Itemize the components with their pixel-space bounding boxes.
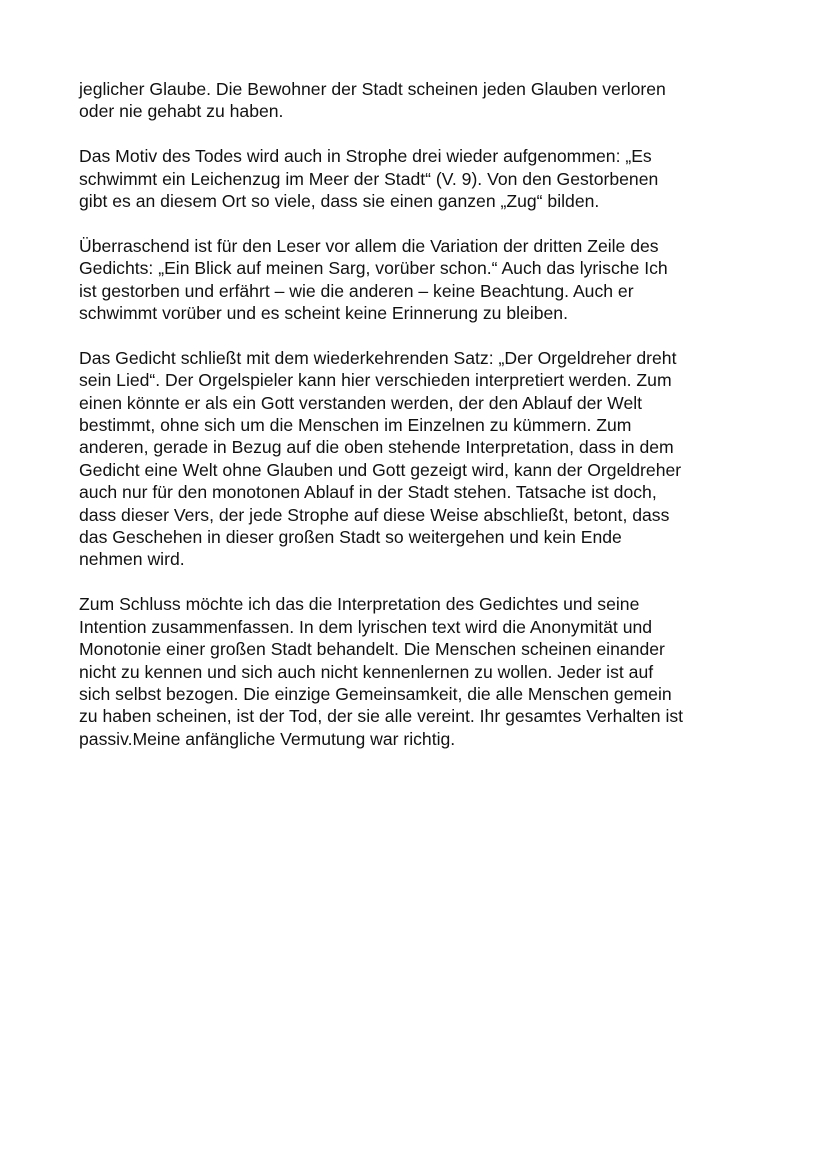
text-line: Monotonie einer großen Stadt behandelt. Die Menschen scheinen einander bbox=[79, 639, 665, 660]
text-line: Gedichts: „Ein Blick auf meinen Sarg, vorüber schon.“ Auch das lyrische Ich bbox=[79, 258, 668, 279]
text-line: Intention zusammenfassen. In dem lyrischen text wird die Anonymität und bbox=[79, 616, 653, 637]
text-line: schwimmt ein Leichenzug im Meer der Stadt“ (V. 9). Von den Gestorbenen bbox=[79, 168, 659, 189]
text-line: oder nie gehabt zu haben. bbox=[79, 101, 284, 122]
text-line: sich selbst bezogen. Die einzige Gemeinsamkeit, die alle Menschen gemein bbox=[79, 683, 672, 704]
text-line: sein Lied“. Der Orgelspieler kann hier verschieden interpretiert werden. Zum bbox=[79, 370, 672, 391]
text-line: ist gestorben und erfährt – wie die anderen – keine Beachtung. Auch er bbox=[79, 280, 634, 301]
text-line: dass dieser Vers, der jede Strophe auf diese Weise abschließt, betont, dass bbox=[79, 504, 670, 525]
text-line: anderen, gerade in Bezug auf die oben stehende Interpretation, dass in dem bbox=[79, 437, 674, 458]
text-line: nehmen wird. bbox=[79, 549, 185, 570]
text-line: gibt es an diesem Ort so viele, dass sie einen ganzen „Zug“ bilden. bbox=[79, 191, 600, 212]
paragraph-3 bbox=[79, 235, 759, 325]
document-body bbox=[79, 78, 759, 773]
paragraph-2 bbox=[79, 145, 759, 212]
text-line: jeglicher Glaube. Die Bewohner der Stadt scheinen jeden Glauben verloren bbox=[79, 79, 666, 99]
text-line: bestimmt, ohne sich um die Menschen im Einzelnen zu kümmern. Zum bbox=[79, 415, 632, 436]
text-line: auch nur für den monotonen Ablauf in der Stadt stehen. Tatsache ist doch, bbox=[79, 482, 657, 503]
paragraph-1 bbox=[79, 78, 759, 123]
paragraph-5 bbox=[79, 593, 759, 750]
text-line: passiv.Meine anfängliche Vermutung war richtig. bbox=[79, 728, 456, 749]
text-line: zu haben scheinen, ist der Tod, der sie alle vereint. Ihr gesamtes Verhalten ist bbox=[79, 706, 684, 727]
text-line: Das Motiv des Todes wird auch in Strophe drei wieder aufgenommen: „Es bbox=[79, 146, 652, 167]
text-line: Gedicht eine Welt ohne Glauben und Gott gezeigt wird, kann der Orgeldreher bbox=[79, 459, 682, 480]
paragraph-4 bbox=[79, 347, 759, 571]
text-line: das Geschehen in dieser großen Stadt so weitergehen und kein Ende bbox=[79, 527, 622, 548]
text-line: Zum Schluss möchte ich das die Interpretation des Gedichtes und seine bbox=[79, 594, 640, 615]
text-line: schwimmt vorüber und es scheint keine Erinnerung zu bleiben. bbox=[79, 303, 568, 324]
text-line: einen könnte er als ein Gott verstanden werden, der den Ablauf der Welt bbox=[79, 392, 643, 413]
text-line: Überraschend ist für den Leser vor allem die Variation der dritten Zeile des bbox=[79, 235, 659, 256]
text-line: nicht zu kennen und sich auch nicht kennenlernen zu wollen. Jeder ist auf bbox=[79, 661, 654, 682]
text-line: Das Gedicht schließt mit dem wiederkehrenden Satz: „Der Orgeldreher dreht bbox=[79, 347, 677, 368]
